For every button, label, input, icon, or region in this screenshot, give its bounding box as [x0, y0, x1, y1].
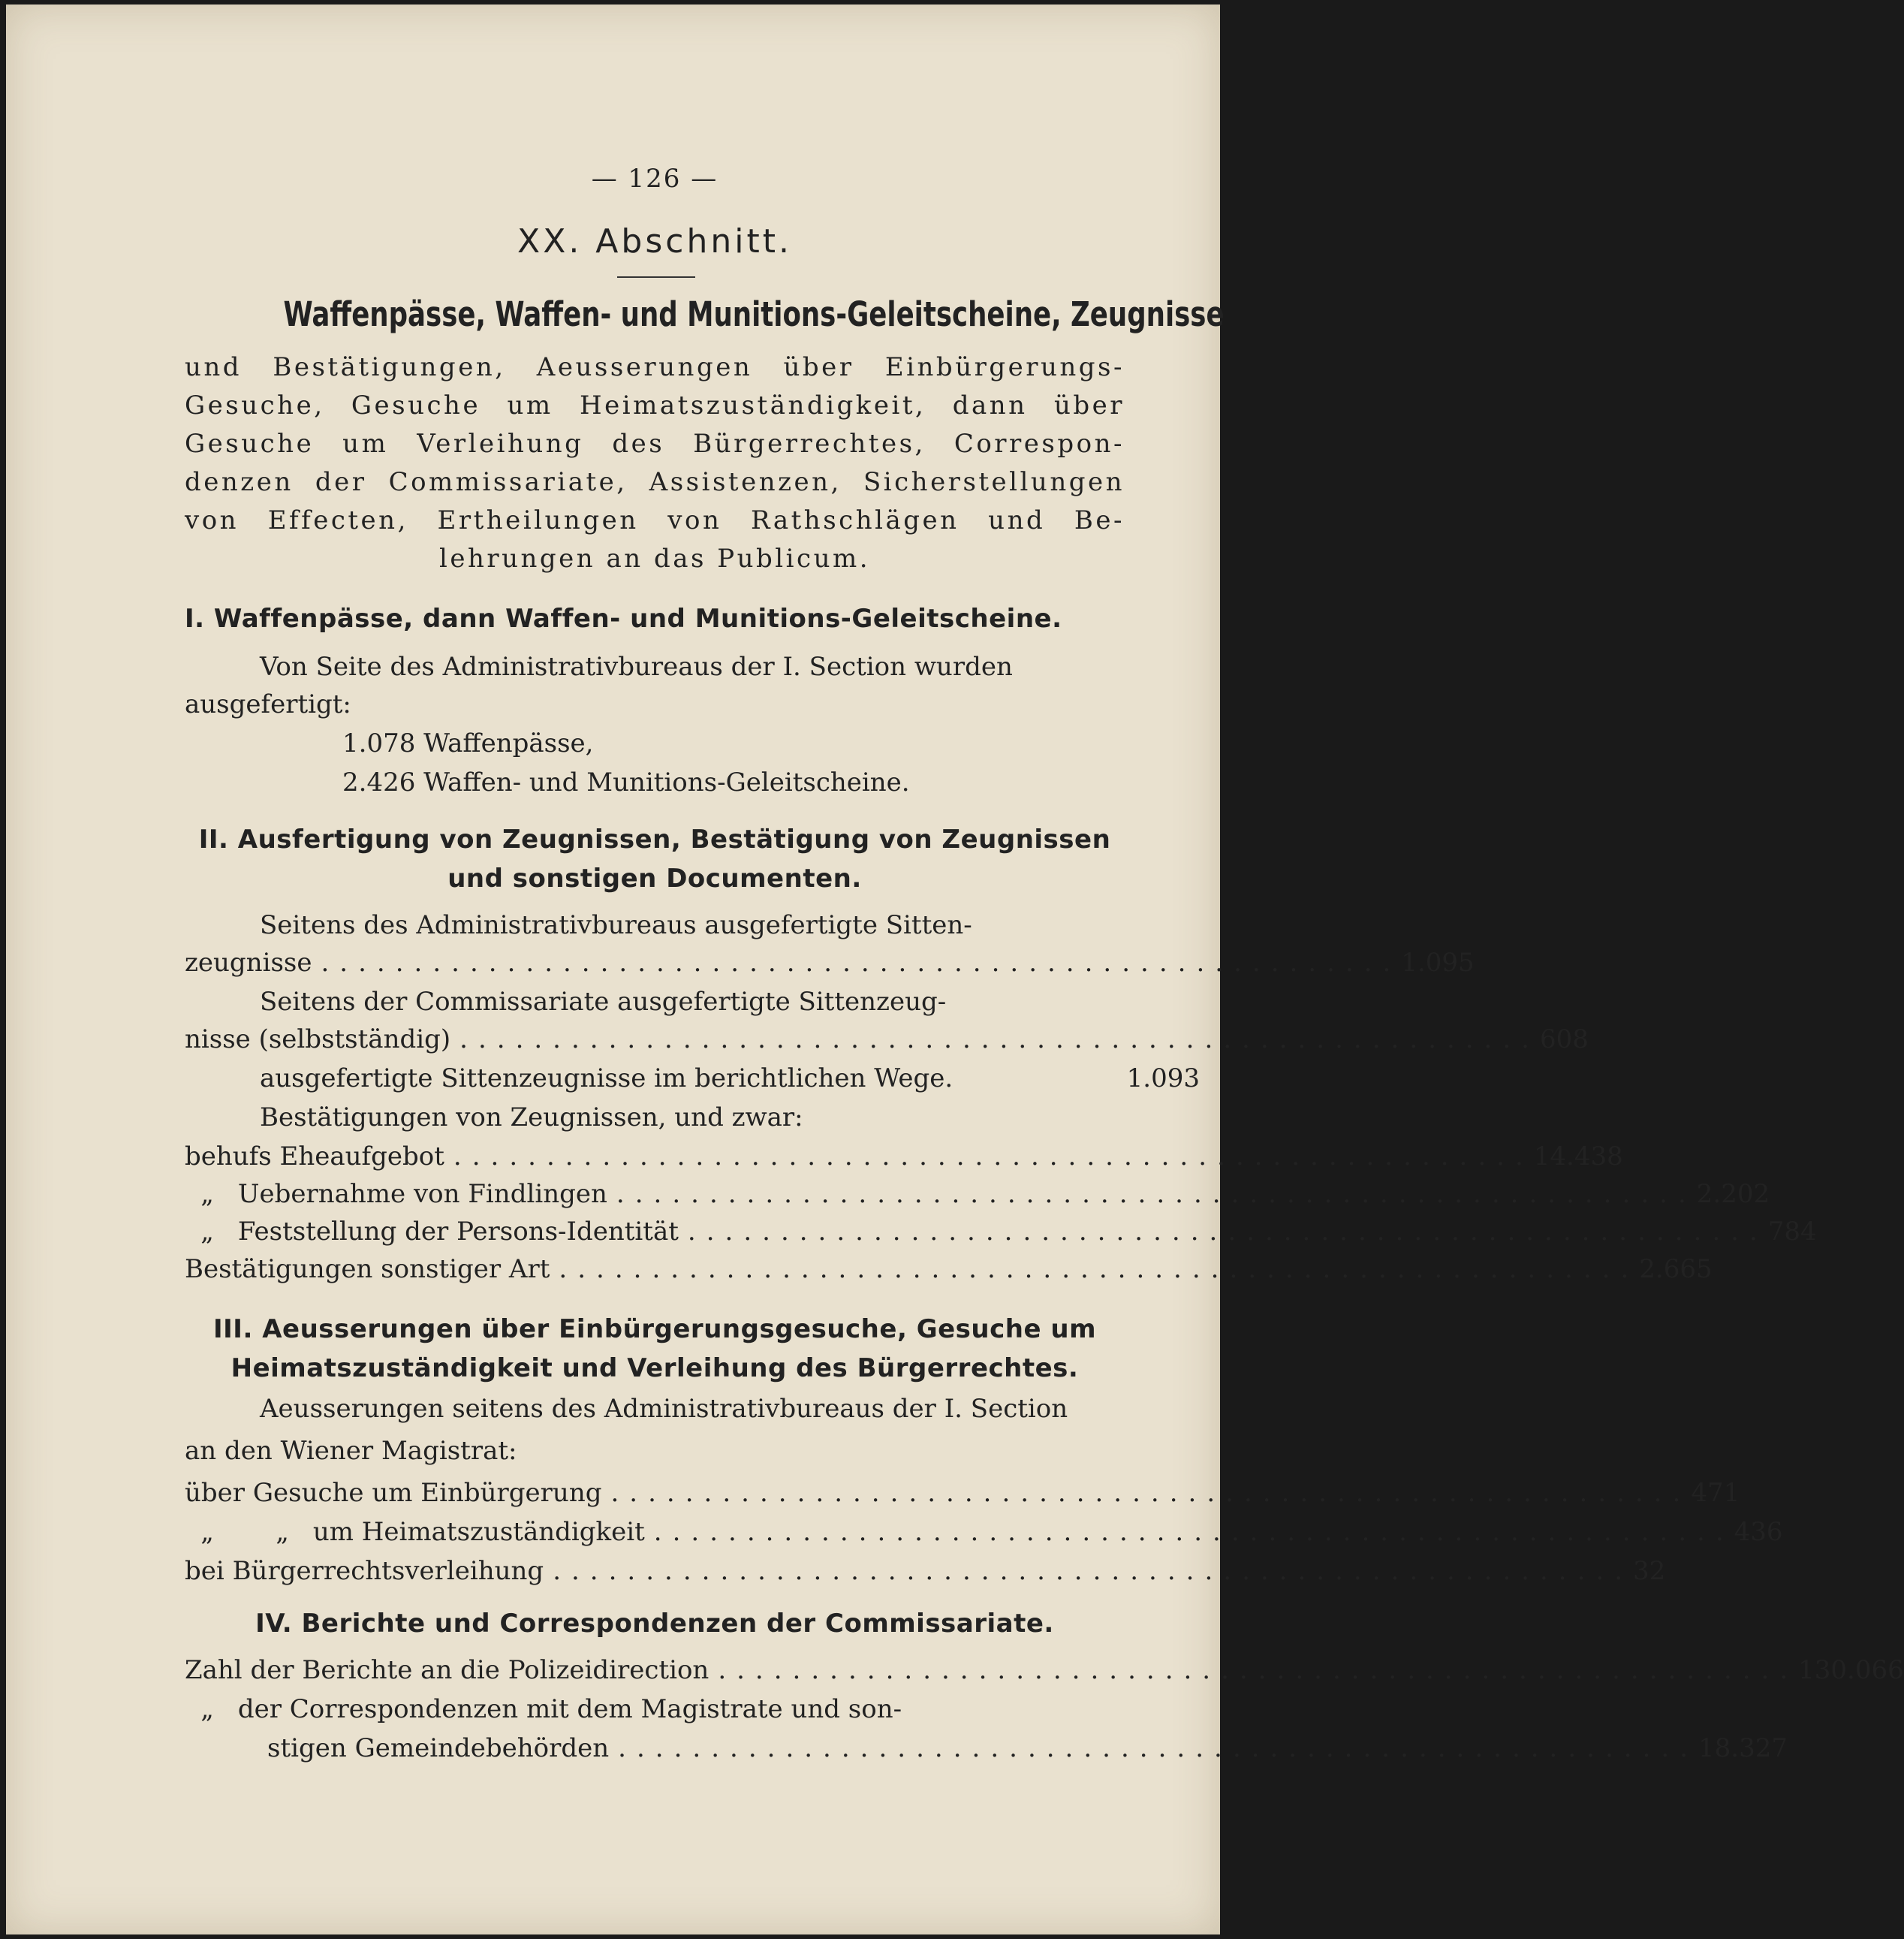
section-3-heading: III. Aeusserungen über Einbürgerungsgesuche, Gesuche um	[213, 1314, 1096, 1344]
table-row: bei Bürgerrechtsverleihung .......................................................... 32	[185, 1556, 1666, 1586]
list-item: 1.078 Waffenpässe,	[342, 728, 594, 758]
list-item: 2.426 Waffen- und Munitions-Geleitscheine.	[342, 767, 910, 798]
section-2-line: Seitens des Administrativbureaus ausgefertigte Sitten-	[260, 910, 972, 940]
chapter-heading: XX. Abschnitt.	[517, 222, 792, 261]
table-row: Bestätigungen sonstiger Art .......................................................... 2.665	[185, 1254, 1713, 1284]
chapter-title: Waffenpässe, Waffen- und Munitions-Geleitscheine, Zeugnisse	[283, 294, 1225, 334]
subtitle-line: denzen der Commissariate, Assistenzen, Sicherstellungen	[185, 467, 1125, 497]
section-3-intro: Aeusserungen seitens des Administrativbureaus der I. Section	[260, 1394, 1068, 1424]
table-row: ausgefertigte Sittenzeugnisse im berichtlichen Wege. 1.093	[260, 1063, 1200, 1093]
section-2-line: Bestätigungen von Zeugnissen, und zwar:	[260, 1102, 803, 1132]
section-2-heading-cont: und sonstigen Documenten.	[447, 864, 862, 894]
table-row: über Gesuche um Einbürgerung .......................................................... 471	[185, 1478, 1740, 1508]
table-row: stigen Gemeindebehörden .......................................................... 18.327	[267, 1733, 1788, 1763]
chapter-subtitle	[185, 348, 1125, 578]
section-1-heading: I. Waffenpässe, dann Waffen- und Munitions-Geleitscheine.	[185, 604, 1062, 634]
section-3-intro-cont: an den Wiener Magistrat:	[185, 1436, 517, 1466]
section-4-line: „ der Correspondenzen mit dem Magistrate und son-	[200, 1694, 902, 1724]
section-3-heading-cont: Heimatszuständigkeit und Verleihung des Bürgerrechtes.	[230, 1353, 1079, 1383]
subtitle-line: und Bestätigungen, Aeusserungen über Einbürgerungs-	[185, 352, 1125, 382]
table-row: zeugnisse .......................................................... 1.095	[185, 948, 1475, 978]
table-row: „ „ um Heimatszuständigkeit .......................................................... 436	[200, 1517, 1783, 1547]
subtitle-line: Gesuche, Gesuche um Heimatszuständigkeit, dann über	[185, 391, 1125, 421]
section-2-line: Seitens der Commissariate ausgefertigte Sittenzeug-	[260, 987, 947, 1017]
section-1-intro: Von Seite des Administrativbureaus der I. Section wurden	[260, 652, 1013, 682]
subtitle-line: von Effecten, Ertheilungen von Rathschlägen und Be-	[185, 505, 1125, 535]
section-4-heading: IV. Berichte und Correspondenzen der Commissariate.	[255, 1609, 1054, 1639]
book-page	[6, 5, 1904, 1934]
table-row: nisse (selbstständig) .......................................................... 608	[185, 1024, 1589, 1054]
section-2-heading: II. Ausfertigung von Zeugnissen, Bestätigung von Zeugnissen	[198, 825, 1111, 855]
subtitle-line: Gesuche um Verleihung des Bürgerrechtes, Correspon-	[185, 429, 1125, 459]
divider	[617, 276, 695, 278]
table-row: behufs Eheaufgebot .......................................................... 14.438	[185, 1141, 1623, 1172]
table-row: Zahl der Berichte an die Polizeidirection .......................................................... 130.066	[185, 1655, 1904, 1685]
table-row: „ Feststellung der Persons-Identität .......................................................... 784	[200, 1217, 1817, 1247]
subtitle-line: lehrungen an das Publicum.	[438, 544, 871, 574]
section-1-list	[342, 724, 910, 802]
table-row: „ Uebernahme von Findlingen .......................................................... 2.202	[200, 1179, 1770, 1209]
page-number: — 126 —	[591, 164, 719, 194]
section-1-intro-cont: ausgefertigt:	[185, 689, 351, 719]
